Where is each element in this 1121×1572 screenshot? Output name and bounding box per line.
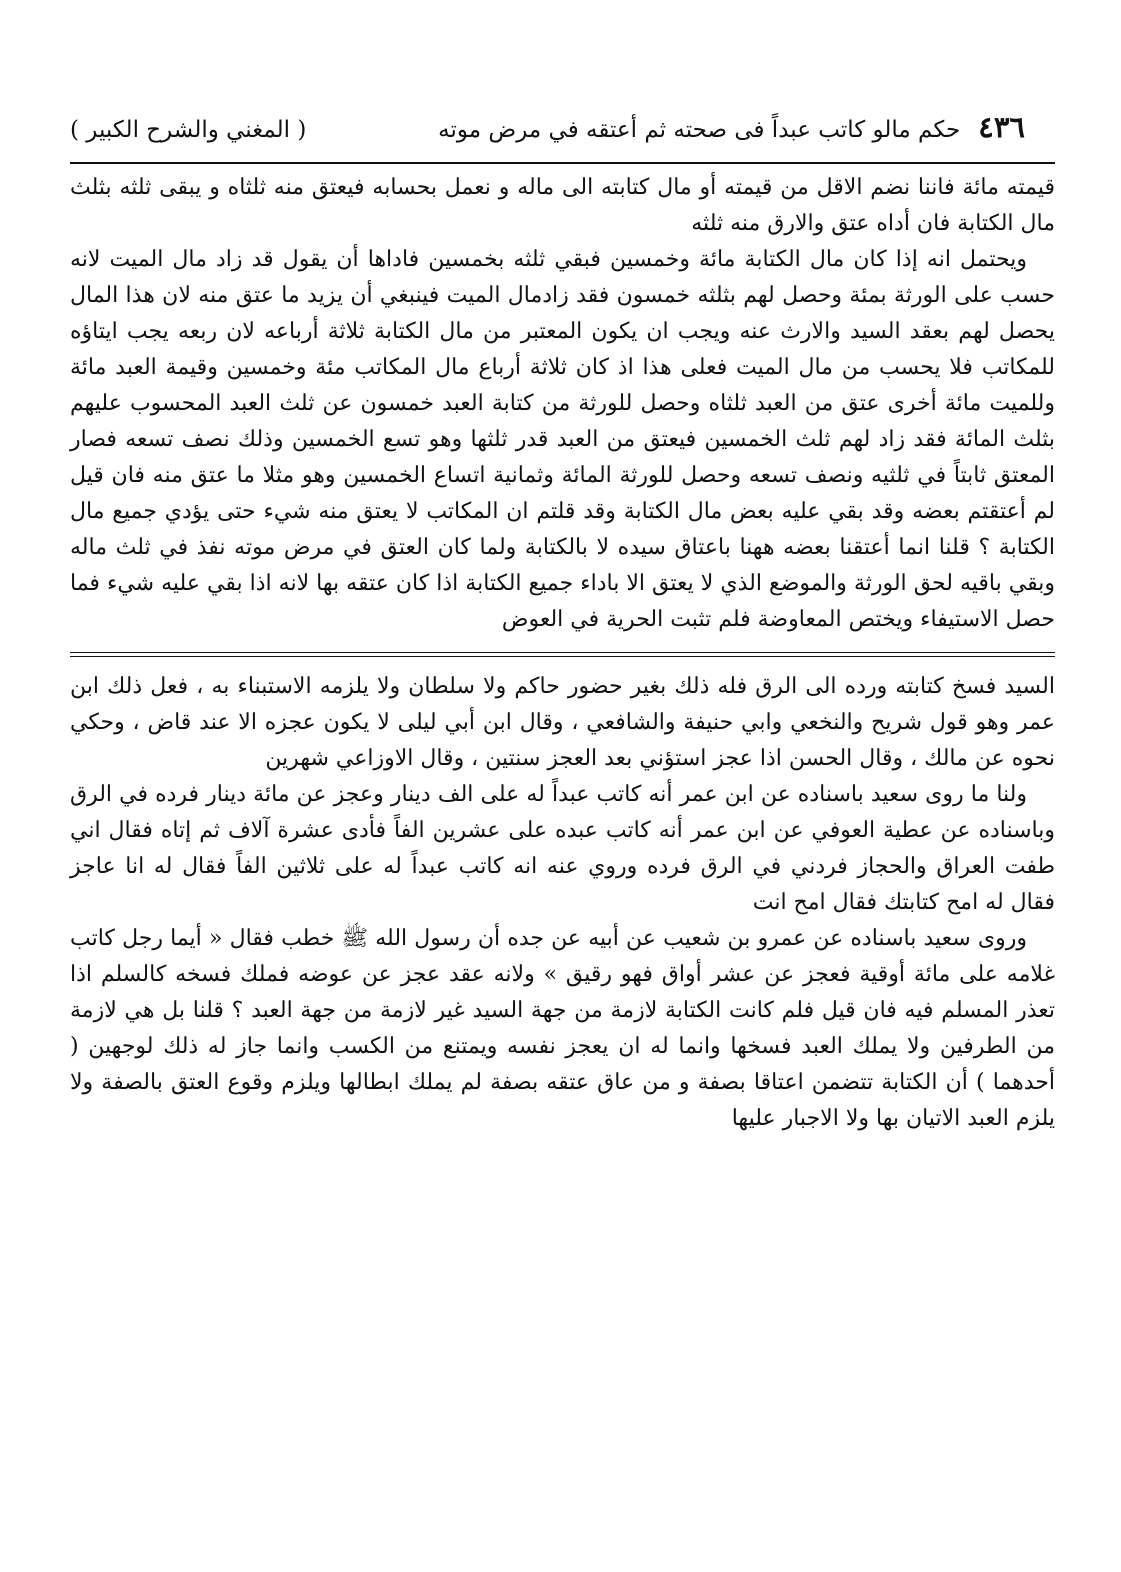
main-paragraph: ويحتمل انه إذا كان مال الكتابة مائة وخمسين فبقي ثلثه بخمسين فاداها أن يقول قد زاد مال الميت لانه حسب على الورثة بمئة وحصل لهم بثلثه خمسون فقد زادمال الميت فينبغي أن يزيد ما عتق منه لان هذا المال يحصل لهم بعقد السيد والارث عنه ويجب ان يكون المعتبر من مال الكتابة ثلاثة أرباعه لان ربعه يجب ايتاؤه للمكاتب فلا يحسب من مال الميت فعلى هذا اذ كان ثلاثة أرباع مال المكاتب مئة وخمسين وقيمة العبد مائة وللميت مائة أخرى عتق من العبد ثلثاه وحصل للورثة من كتابة العبد خمسون عن ثلث العبد المحسوب عليهم بثلث المائة فقد زاد لهم ثلث الخمسين فيعتق من العبد قدر ثلثها وهو تسع الخمسين وذلك نصف تسعه فصار المعتق ثابتاً في ثلثيه ونصف تسعه وحصل للورثة المائة وثمانية اتساع الخمسين وهو مثلا ما عتق منه فان قيل لم أعتقتم بعضه وقد بقي عليه بعض مال الكتابة وقد قلتم ان المكاتب لا يعتق منه شيء حتى يؤدي جميع مال الكتابة ؟ قلنا انما أعتقنا بعضه ههنا باعتاق سيده لا بالكتابة ولما كان العتق في مرض موته نفذ في ثلث ماله وبقي باقيه لحق الورثة والموضع الذي لا يعتق الا باداء جميع الكتابة اذا كان عتقه بها لانه اذا بقي عليه شيء فما حصل الاستيفاء ويختص المعاوضة فلم تثبت الحرية في العوض — [70, 247, 1055, 632]
book-page — [70, 110, 1055, 1137]
main-text-body — [70, 170, 1055, 638]
main-paragraph: قيمته مائة فاننا نضم الاقل من قيمته أو مال كتابته الى ماله و نعمل بحسابه فيعتق منه ثلثاه و يبقى ثلثه بثلث مال الكتابة فان أداه عتق والارق منه ثلثه — [70, 175, 1055, 236]
book-title: ( المغني والشرح الكبير ) — [70, 117, 307, 143]
running-header — [70, 110, 1055, 156]
commentary-paragraph: وروى سعيد باسناده عن عمرو بن شعيب عن أبيه عن جده أن رسول الله ﷺ خطب فقال « أيما رجل كاتب غلامه على مائة أوقية فعجز عن عشر أواق فهو رقيق » ولانه عقد عجز عن عوضه فملك فسخه كالسلم اذا تعذر المسلم فيه فان قيل فلم كانت الكتابة لازمة من جهة السيد غير لازمة من جهة العبد ؟ قلنا بل هي لازمة من الطرفين ولا يملك العبد فسخها وانما له ان يعجز نفسه ويمتنع من الكسب وانما جاز له ذلك لوجهين ( أحدهما ) أن الكتابة تتضمن اعتاقا بصفة و من عاق عتقه بصفة لم يملك ابطالها ويلزم وقوع العتق بالصفة ولا يلزم العبد الاتيان بها ولا الاجبار عليها — [70, 926, 1055, 1131]
commentary-paragraph: ولنا ما روى سعيد باسناده عن ابن عمر أنه كاتب عبداً له على الف دينار وعجز عن مائة دينار فرده في الرق وباسناده عن عطية العوفي عن ابن عمر أنه كاتب عبده على عشرين الفاً فأدى عشرة آلاف ثم إتاه فقال اني طفت العراق والحجاز فردني في الرق فرده وروي عنه انه كاتب عبداً له على ثلاثين الفاً فقال له انا عاجز فقال له امح كتابتك فقال امح انت — [70, 782, 1055, 915]
section-divider — [70, 652, 1055, 657]
commentary-body — [70, 669, 1055, 1137]
page-number: ٤٣٦ — [978, 110, 1025, 144]
header-rule — [70, 162, 1055, 164]
commentary-paragraph: السيد فسخ كتابته ورده الى الرق فله ذلك بغير حضور حاكم ولا سلطان ولا يلزمه الاستبناء به ، فعل ذلك ابن عمر وهو قول شريح والنخعي وابي حنيفة والشافعي ، وقال ابن أبي ليلى لا يكون عجزه الا عند قاض ، وحكي نحوه عن مالك ، وقال الحسن اذا عجز استؤني بعد العجز سنتين ، وقال الاوزاعي شهرين — [70, 674, 1055, 771]
chapter-title: حكم مالو كاتب عبداً فى صحته ثم أعتقه في مرض موته — [438, 117, 961, 143]
